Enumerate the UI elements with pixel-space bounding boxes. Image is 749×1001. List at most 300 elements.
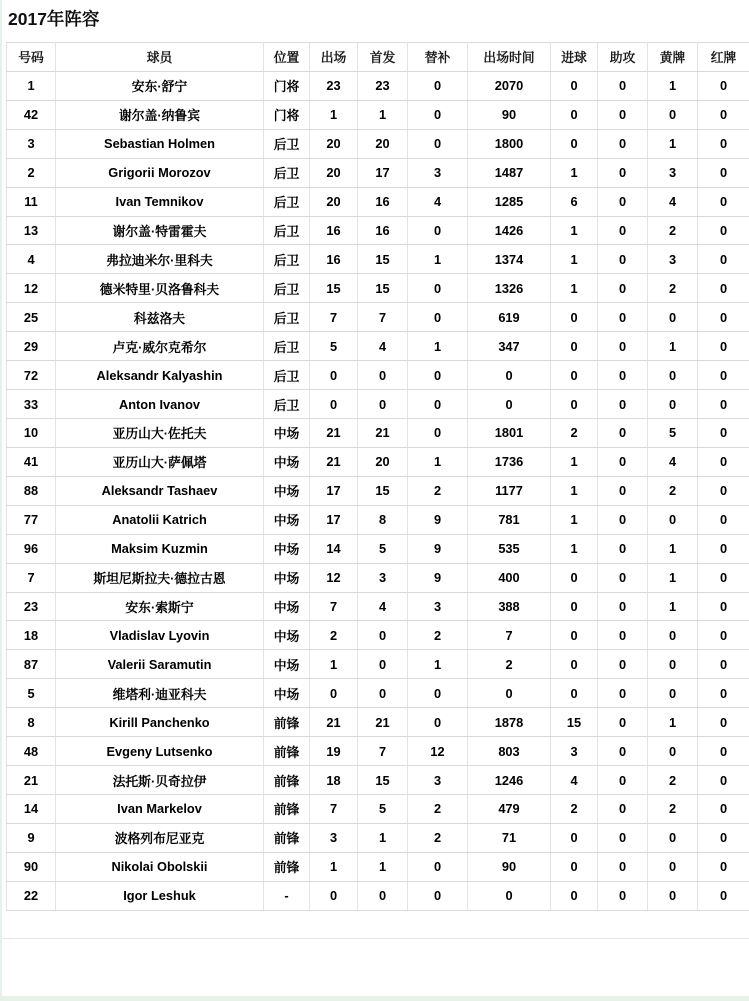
table-row: [7, 332, 749, 361]
table-cell: 1: [7, 71, 56, 100]
table-cell: 0: [648, 361, 698, 390]
table-cell: 4: [7, 245, 56, 274]
table-cell: 9: [408, 505, 468, 534]
table-cell: 2: [551, 794, 598, 823]
table-cell: 0: [698, 216, 749, 245]
player-name-cell: 科兹洛夫: [56, 303, 264, 332]
table-cell: 3: [358, 563, 408, 592]
table-cell: 0: [598, 390, 648, 419]
table-cell: 2: [408, 621, 468, 650]
table-cell: 0: [551, 881, 598, 910]
table-cell: 1246: [468, 766, 551, 795]
table-cell: 0: [698, 71, 749, 100]
player-name-cell: 斯坦尼斯拉夫·德拉古恩: [56, 563, 264, 592]
table-cell: 29: [7, 332, 56, 361]
table-cell: 5: [7, 679, 56, 708]
table-cell: 中场: [264, 476, 310, 505]
table-cell: 0: [358, 621, 408, 650]
table-cell: 后卫: [264, 274, 310, 303]
table-cell: -: [264, 881, 310, 910]
table-row: [7, 881, 749, 910]
table-cell: 1: [358, 823, 408, 852]
header-cell: 位置: [264, 43, 310, 72]
table-cell: 2: [648, 216, 698, 245]
table-cell: 1487: [468, 158, 551, 187]
table-cell: 0: [598, 418, 648, 447]
table-cell: 0: [551, 100, 598, 129]
table-cell: 1: [648, 563, 698, 592]
table-cell: 7: [310, 303, 358, 332]
table-cell: 21: [310, 418, 358, 447]
table-row: [7, 447, 749, 476]
table-cell: 0: [698, 303, 749, 332]
table-cell: 1426: [468, 216, 551, 245]
table-cell: 0: [698, 274, 749, 303]
table-cell: 0: [598, 794, 648, 823]
table-cell: 0: [598, 852, 648, 881]
table-cell: 0: [598, 505, 648, 534]
table-cell: 后卫: [264, 129, 310, 158]
table-cell: 后卫: [264, 216, 310, 245]
table-cell: 1: [551, 158, 598, 187]
table-cell: 0: [698, 476, 749, 505]
table-cell: 0: [358, 650, 408, 679]
table-cell: 88: [7, 476, 56, 505]
table-cell: 1374: [468, 245, 551, 274]
header-cell: 替补: [408, 43, 468, 72]
table-cell: 中场: [264, 650, 310, 679]
table-cell: 2: [468, 650, 551, 679]
table-cell: 0: [698, 534, 749, 563]
table-row: [7, 476, 749, 505]
table-cell: 21: [358, 418, 408, 447]
table-cell: 2: [408, 823, 468, 852]
table-cell: 1: [551, 476, 598, 505]
table-cell: 0: [598, 361, 648, 390]
table-cell: 2: [648, 476, 698, 505]
table-row: [7, 100, 749, 129]
header-cell: 首发: [358, 43, 408, 72]
table-cell: 0: [598, 592, 648, 621]
table-cell: 0: [551, 650, 598, 679]
table-cell: 0: [408, 708, 468, 737]
table-cell: 8: [7, 708, 56, 737]
table-cell: 1: [310, 852, 358, 881]
player-name-cell: 德米特里·贝洛鲁科夫: [56, 274, 264, 303]
table-cell: 21: [7, 766, 56, 795]
table-cell: 21: [310, 708, 358, 737]
table-cell: 0: [408, 303, 468, 332]
table-cell: 0: [408, 361, 468, 390]
table-cell: 0: [551, 332, 598, 361]
table-cell: 1: [648, 332, 698, 361]
table-cell: 1: [648, 71, 698, 100]
table-cell: 1177: [468, 476, 551, 505]
header-cell: 进球: [551, 43, 598, 72]
table-cell: 2: [408, 794, 468, 823]
player-name-cell: Sebastian Holmen: [56, 129, 264, 158]
table-row: [7, 766, 749, 795]
table-cell: 12: [310, 563, 358, 592]
table-cell: 87: [7, 650, 56, 679]
table-cell: 中场: [264, 447, 310, 476]
table-cell: 15: [358, 476, 408, 505]
table-cell: 72: [7, 361, 56, 390]
table-cell: 0: [698, 823, 749, 852]
table-cell: 1285: [468, 187, 551, 216]
table-cell: 中场: [264, 505, 310, 534]
table-cell: 20: [310, 158, 358, 187]
table-cell: 后卫: [264, 187, 310, 216]
table-cell: 5: [648, 418, 698, 447]
table-cell: 90: [7, 852, 56, 881]
table-cell: 9: [408, 563, 468, 592]
header-cell: 助攻: [598, 43, 648, 72]
table-cell: 0: [648, 823, 698, 852]
table-cell: 23: [310, 71, 358, 100]
table-cell: 0: [648, 303, 698, 332]
table-cell: 0: [648, 100, 698, 129]
table-cell: 12: [408, 737, 468, 766]
player-name-cell: Maksim Kuzmin: [56, 534, 264, 563]
table-cell: 0: [598, 129, 648, 158]
header-cell: 红牌: [698, 43, 749, 72]
table-cell: 0: [468, 361, 551, 390]
table-cell: 0: [408, 679, 468, 708]
table-cell: 781: [468, 505, 551, 534]
table-cell: 1: [551, 216, 598, 245]
content-panel: [2, 0, 749, 996]
table-cell: 0: [310, 361, 358, 390]
table-cell: 4: [648, 447, 698, 476]
player-name-cell: 维塔利·迪亚科夫: [56, 679, 264, 708]
table-cell: 4: [408, 187, 468, 216]
table-cell: 0: [358, 679, 408, 708]
table-row: [7, 505, 749, 534]
table-cell: 中场: [264, 621, 310, 650]
table-cell: 0: [408, 71, 468, 100]
table-cell: 前锋: [264, 852, 310, 881]
table-body: [7, 71, 749, 910]
table-cell: 535: [468, 534, 551, 563]
table-header-row: [7, 43, 749, 72]
table-cell: 4: [358, 592, 408, 621]
table-cell: 3: [408, 158, 468, 187]
table-cell: 0: [598, 679, 648, 708]
table-cell: 0: [310, 881, 358, 910]
table-cell: 96: [7, 534, 56, 563]
player-name-cell: Grigorii Morozov: [56, 158, 264, 187]
player-name-cell: Igor Leshuk: [56, 881, 264, 910]
table-cell: 0: [551, 390, 598, 419]
table-cell: 0: [648, 650, 698, 679]
player-name-cell: 弗拉迪米尔·里科夫: [56, 245, 264, 274]
table-cell: 15: [358, 245, 408, 274]
table-cell: 0: [358, 881, 408, 910]
table-cell: 16: [358, 216, 408, 245]
table-row: [7, 361, 749, 390]
table-cell: 0: [408, 852, 468, 881]
table-cell: 0: [598, 245, 648, 274]
table-cell: 90: [468, 852, 551, 881]
table-cell: 0: [598, 187, 648, 216]
table-cell: 0: [551, 303, 598, 332]
table-cell: 后卫: [264, 361, 310, 390]
table-cell: 0: [408, 216, 468, 245]
header-cell: 号码: [7, 43, 56, 72]
table-cell: 0: [598, 737, 648, 766]
table-cell: 17: [358, 158, 408, 187]
table-cell: 0: [698, 158, 749, 187]
table-row: [7, 418, 749, 447]
table-cell: 0: [698, 881, 749, 910]
table-cell: 0: [598, 100, 648, 129]
table-cell: 中场: [264, 563, 310, 592]
header-cell: 出场: [310, 43, 358, 72]
table-cell: 0: [598, 650, 648, 679]
player-name-cell: Kirill Panchenko: [56, 708, 264, 737]
table-cell: 7: [7, 563, 56, 592]
table-cell: 2: [551, 418, 598, 447]
table-cell: 前锋: [264, 794, 310, 823]
table-cell: 2: [648, 274, 698, 303]
player-name-cell: 安东·索斯宁: [56, 592, 264, 621]
table-cell: 1801: [468, 418, 551, 447]
player-name-cell: 卢克·威尔克希尔: [56, 332, 264, 361]
table-cell: 0: [698, 852, 749, 881]
table-cell: 21: [310, 447, 358, 476]
table-cell: 0: [698, 563, 749, 592]
table-cell: 15: [358, 274, 408, 303]
table-cell: 0: [310, 679, 358, 708]
table-cell: 16: [358, 187, 408, 216]
table-row: [7, 303, 749, 332]
table-cell: 0: [698, 737, 749, 766]
table-row: [7, 245, 749, 274]
player-name-cell: Nikolai Obolskii: [56, 852, 264, 881]
table-cell: 0: [698, 100, 749, 129]
table-cell: 25: [7, 303, 56, 332]
table-cell: 0: [698, 129, 749, 158]
table-cell: 14: [7, 794, 56, 823]
table-cell: 15: [551, 708, 598, 737]
player-name-cell: Evgeny Lutsenko: [56, 737, 264, 766]
table-cell: 0: [698, 794, 749, 823]
table-cell: 1: [408, 650, 468, 679]
table-cell: 前锋: [264, 766, 310, 795]
table-cell: 1: [551, 447, 598, 476]
player-name-cell: Ivan Markelov: [56, 794, 264, 823]
table-cell: 0: [408, 881, 468, 910]
table-cell: 3: [648, 245, 698, 274]
table-cell: 20: [310, 129, 358, 158]
table-cell: 1: [648, 129, 698, 158]
table-cell: 0: [698, 766, 749, 795]
table-cell: 9: [7, 823, 56, 852]
table-cell: 619: [468, 303, 551, 332]
table-cell: 0: [358, 390, 408, 419]
player-name-cell: 谢尔盖·特雷霍夫: [56, 216, 264, 245]
table-cell: 1: [408, 245, 468, 274]
table-cell: 42: [7, 100, 56, 129]
table-cell: 0: [468, 390, 551, 419]
table-cell: 10: [7, 418, 56, 447]
table-row: [7, 621, 749, 650]
table-cell: 7: [468, 621, 551, 650]
table-cell: 1: [358, 852, 408, 881]
table-cell: 5: [358, 534, 408, 563]
table-cell: 后卫: [264, 303, 310, 332]
table-row: [7, 534, 749, 563]
table-cell: 0: [551, 129, 598, 158]
table-cell: 2: [648, 794, 698, 823]
table-cell: 0: [648, 737, 698, 766]
table-cell: 0: [648, 621, 698, 650]
table-cell: 0: [551, 563, 598, 592]
table-cell: 0: [310, 390, 358, 419]
table-cell: 0: [598, 476, 648, 505]
player-name-cell: Vladislav Lyovin: [56, 621, 264, 650]
table-cell: 0: [551, 852, 598, 881]
table-cell: 3: [408, 592, 468, 621]
table-cell: 17: [310, 476, 358, 505]
page-title: 2017年阵容: [8, 9, 100, 29]
table-cell: 1326: [468, 274, 551, 303]
table-row: [7, 708, 749, 737]
table-cell: 0: [551, 592, 598, 621]
player-name-cell: 法托斯·贝奇拉伊: [56, 766, 264, 795]
table-cell: 13: [7, 216, 56, 245]
table-cell: 后卫: [264, 158, 310, 187]
table-cell: 0: [698, 361, 749, 390]
table-cell: 2: [310, 621, 358, 650]
table-cell: 0: [648, 852, 698, 881]
table-cell: 4: [551, 766, 598, 795]
squad-table: [6, 42, 749, 911]
table-cell: 0: [698, 390, 749, 419]
table-cell: 2: [408, 476, 468, 505]
table-cell: 1: [648, 592, 698, 621]
header-cell: 黄牌: [648, 43, 698, 72]
player-name-cell: Anton Ivanov: [56, 390, 264, 419]
table-row: [7, 592, 749, 621]
table-cell: 0: [648, 390, 698, 419]
table-cell: 门将: [264, 100, 310, 129]
table-cell: 0: [598, 881, 648, 910]
table-cell: 1800: [468, 129, 551, 158]
table-cell: 5: [310, 332, 358, 361]
table-cell: 1: [648, 708, 698, 737]
table-cell: 77: [7, 505, 56, 534]
table-cell: 0: [598, 447, 648, 476]
table-cell: 7: [310, 794, 358, 823]
table-row: [7, 216, 749, 245]
table-cell: 20: [310, 187, 358, 216]
table-cell: 21: [358, 708, 408, 737]
table-cell: 0: [468, 679, 551, 708]
table-cell: 12: [7, 274, 56, 303]
table-cell: 0: [408, 390, 468, 419]
table-cell: 3: [310, 823, 358, 852]
table-cell: 0: [598, 621, 648, 650]
header-cell: 出场时间: [468, 43, 551, 72]
table-cell: 0: [698, 650, 749, 679]
table-cell: 9: [408, 534, 468, 563]
table-cell: 0: [598, 823, 648, 852]
table-cell: 后卫: [264, 332, 310, 361]
table-cell: 4: [358, 332, 408, 361]
table-cell: 1: [648, 534, 698, 563]
table-cell: 14: [310, 534, 358, 563]
table-cell: 48: [7, 737, 56, 766]
table-cell: 15: [358, 766, 408, 795]
table-cell: 41: [7, 447, 56, 476]
table-cell: 479: [468, 794, 551, 823]
player-name-cell: 谢尔盖·纳鲁宾: [56, 100, 264, 129]
table-cell: 3: [7, 129, 56, 158]
table-cell: 71: [468, 823, 551, 852]
table-row: [7, 737, 749, 766]
table-cell: 20: [358, 129, 408, 158]
table-cell: 中场: [264, 592, 310, 621]
table-cell: 后卫: [264, 245, 310, 274]
table-row: [7, 679, 749, 708]
table-cell: 0: [698, 679, 749, 708]
table-cell: 0: [408, 100, 468, 129]
table-cell: 0: [598, 332, 648, 361]
table-cell: 0: [551, 679, 598, 708]
table-cell: 前锋: [264, 823, 310, 852]
table-cell: 0: [698, 447, 749, 476]
table-row: [7, 563, 749, 592]
table-cell: 0: [698, 708, 749, 737]
table-cell: 0: [551, 71, 598, 100]
table-cell: 中场: [264, 418, 310, 447]
player-name-cell: 安东·舒宁: [56, 71, 264, 100]
table-cell: 1878: [468, 708, 551, 737]
table-cell: 0: [598, 766, 648, 795]
table-cell: 400: [468, 563, 551, 592]
table-cell: 0: [698, 187, 749, 216]
table-cell: 0: [698, 245, 749, 274]
table-cell: 0: [551, 621, 598, 650]
table-cell: 7: [358, 737, 408, 766]
table-cell: 18: [7, 621, 56, 650]
table-cell: 22: [7, 881, 56, 910]
table-cell: 23: [7, 592, 56, 621]
table-row: [7, 650, 749, 679]
table-row: [7, 158, 749, 187]
table-cell: 中场: [264, 679, 310, 708]
table-cell: 3: [408, 766, 468, 795]
table-cell: 19: [310, 737, 358, 766]
player-name-cell: Ivan Temnikov: [56, 187, 264, 216]
player-name-cell: 亚历山大·萨佩塔: [56, 447, 264, 476]
table-cell: 0: [551, 823, 598, 852]
table-cell: 1: [310, 100, 358, 129]
table-row: [7, 390, 749, 419]
table-cell: 0: [598, 216, 648, 245]
table-row: [7, 823, 749, 852]
table-cell: 20: [358, 447, 408, 476]
table-cell: 0: [408, 418, 468, 447]
table-cell: 2: [7, 158, 56, 187]
table-cell: 0: [598, 708, 648, 737]
table-row: [7, 274, 749, 303]
table-cell: 前锋: [264, 737, 310, 766]
table-cell: 23: [358, 71, 408, 100]
table-cell: 4: [648, 187, 698, 216]
